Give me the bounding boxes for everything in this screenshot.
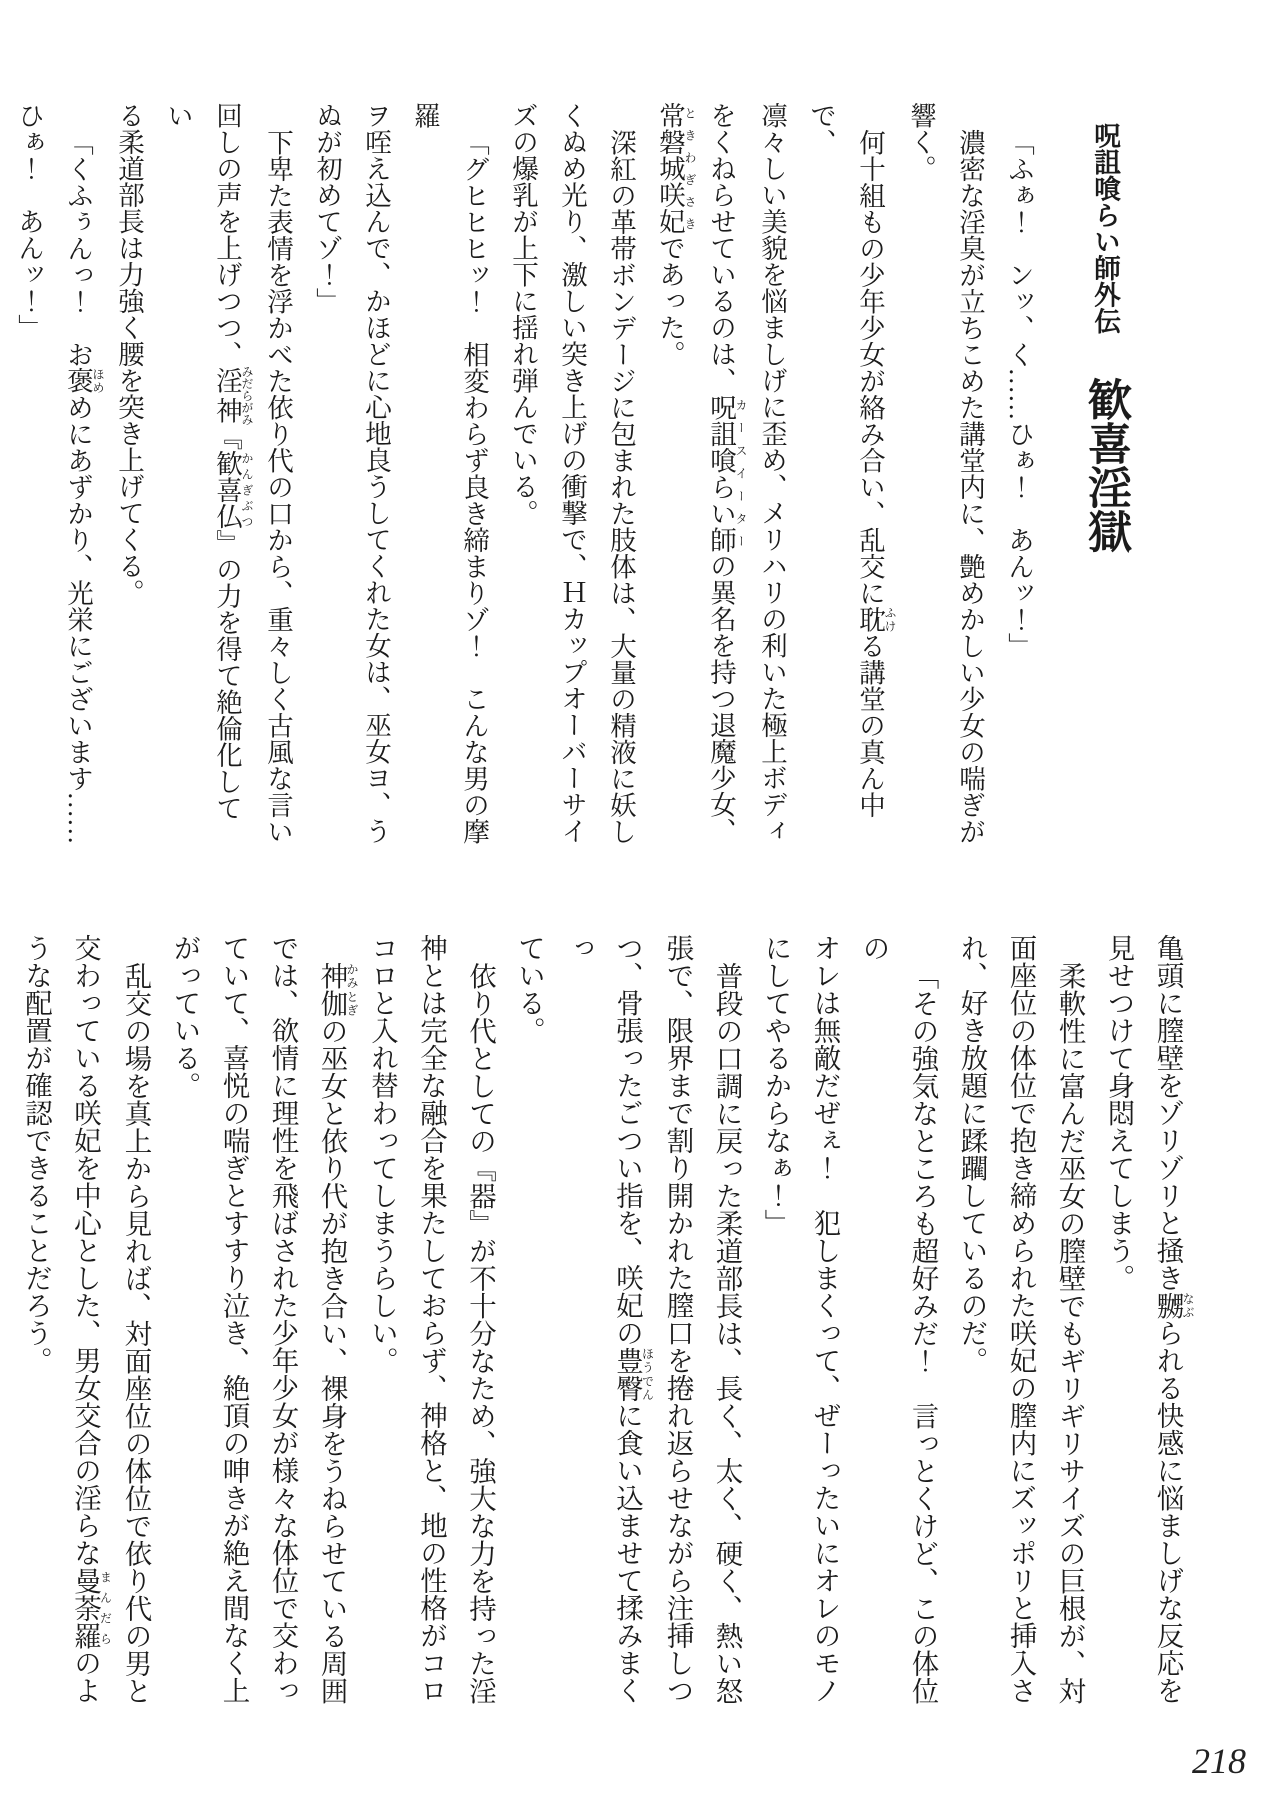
text-line: にしてやるからなぁ！」 xyxy=(760,934,792,1237)
text-line: ひぁ！ あんッ！」 xyxy=(14,102,44,341)
text-line: ぬが初めてゾ！」 xyxy=(312,102,342,314)
page-number: 218 xyxy=(1192,1741,1246,1781)
text-line: 何十組もの少年少女が絡み合い、乱交に耽ふける講堂の真ん中で、 xyxy=(806,102,897,818)
text-line: つ、骨張ったごつい指を、咲妃の豊臀ほうでんに食い込ませて揉みまくっ xyxy=(563,934,655,1704)
text-line: 下卑た表情を浮かべた依り代の口から、重々しく古風な言い xyxy=(263,128,293,844)
chapter-title: 歓喜淫獄 xyxy=(1081,376,1130,553)
text-line: うな配置が確認できることだろう。 xyxy=(21,934,52,1374)
text-line: ズの爆乳が上下に揺れ弾んでいる。 xyxy=(508,102,538,526)
text-line: 神伽かみとぎの巫女と依り代が抱き合い、裸身をうねらせている周囲 xyxy=(316,961,359,1704)
text-line: 常磐城咲妃ときわぎさきであった。 xyxy=(655,102,697,367)
text-line: 「くふぅんっ！ お褒ほめめにあずかり、光栄にございます…… xyxy=(63,128,105,844)
text-line: 回しの声を上げつつ、淫神みだらがみ『歓喜仏かんぎぶつ』の力を得て絶倫化してい xyxy=(163,102,254,821)
text-line: 「その強気なところも超好みだ！ 言っとくけど、この体位の xyxy=(858,934,939,1704)
text-line: 面座位の体位で抱き締められた咲妃の膣内にズッポリと挿入さ xyxy=(1005,934,1037,1704)
text-line: 張で、限界まで割り開かれた膣口を捲れ返らせながら注挿しつ xyxy=(662,934,694,1704)
text-line: オレは無敵だぜぇ！ 犯しまくって、ぜーったいにオレのモノ xyxy=(809,934,841,1704)
text-line: 深紅の革帯ボンデージに包まれた肢体は、大量の精液に妖し xyxy=(606,128,636,844)
text-line: コロと入れ替わってしまうらしい。 xyxy=(367,934,398,1374)
ruby-annotated-text: 豊臀ほうでん xyxy=(612,1346,655,1402)
text-line: 柔軟性に富んだ巫女の膣壁でもギリギリサイズの巨根が、対 xyxy=(1054,961,1086,1704)
text-band-top xyxy=(14,102,1137,844)
text-line: がっている。 xyxy=(169,934,201,1099)
ruby-annotated-text: 常磐城咲妃ときわぎさき xyxy=(655,102,697,235)
text-band-bottom xyxy=(21,934,1195,1706)
ruby-annotated-text: 耽ふけ xyxy=(855,605,897,632)
text-line: ている。 xyxy=(514,934,545,1044)
text-line: 濃密な淫臭が立ちこめた講堂内に、艶めかしい少女の喘ぎが xyxy=(955,128,985,844)
text-line: る柔道部長は力強く腰を突き上げてくる。 xyxy=(114,102,144,606)
text-line: 「グヒヒヒッ！ 相変わらず良き締まりゾ！ こんな男の摩羅 xyxy=(410,102,489,844)
text-line: をくねらせているのは、呪詛喰らい師カースイーターの異名を持つ退魔少女、 xyxy=(706,102,748,844)
text-line: 「ふぁ！ ンッ、く……ひぁ！ あんッ！」 xyxy=(1004,128,1034,659)
ruby-annotated-text: 褒ほめ xyxy=(63,367,105,394)
ruby-annotated-text: 曼荼羅まんだら xyxy=(70,1566,113,1649)
text-line: 依り代としての『器』が不十分なため、強大な力を持った淫 xyxy=(465,961,496,1704)
ruby-annotated-text: 淫神みだらがみ xyxy=(212,365,254,426)
text-line: では、欲情に理性を飛ばされた少年少女が様々な体位で交わっ xyxy=(267,934,299,1704)
chapter-header xyxy=(1073,102,1137,844)
text-line: 普段の口調に戻った柔道部長は、長く、太く、硬く、熱い怒 xyxy=(711,961,743,1704)
text-line: 神とは完全な融合を果たしておらず、神格と、地の性格がコロ xyxy=(416,934,447,1704)
ruby-annotated-text: 嬲なぶ xyxy=(1152,1291,1195,1319)
text-line: 見せつけて身悶えてしまう。 xyxy=(1103,934,1135,1292)
ruby-annotated-text: 呪詛喰らい師カースイーター xyxy=(706,393,748,553)
text-line: ヲ咥え込んで、かほどに心地良うしてくれた女は、巫女ヨ、う xyxy=(361,102,391,844)
text-line: 響く。 xyxy=(906,102,936,182)
text-line: ていて、喜悦の喘ぎとすすり泣き、絶頂の呻きが絶え間なく上 xyxy=(218,934,250,1704)
text-line: 交わっている咲妃を中心とした、男女交合の淫らな曼荼羅まんだらのよ xyxy=(70,934,113,1704)
text-line: れ、好き放題に蹂躙しているのだ。 xyxy=(956,934,988,1374)
text-line: 凛々しい美貌を悩ましげに歪め、メリハリの利いた極上ボディ xyxy=(757,102,787,844)
text-line: くぬめ光り、激しい突き上げの衝撃で、Ｈカップオーバーサイ xyxy=(557,102,587,844)
text-line: 乱交の場を真上から見れば、対面座位の体位で依り代の男と xyxy=(120,961,152,1704)
ruby-annotated-text: 歓喜仏かんぎぶつ xyxy=(212,450,254,530)
text-line xyxy=(0,102,4,844)
ruby-annotated-text: 神伽かみとぎ xyxy=(316,961,359,1017)
series-title: 呪詛喰らい師外伝 xyxy=(1090,122,1120,334)
text-line: 亀頭に膣壁をゾリゾリと掻き嬲なぶられる快感に悩ましげな反応を xyxy=(1152,934,1195,1704)
